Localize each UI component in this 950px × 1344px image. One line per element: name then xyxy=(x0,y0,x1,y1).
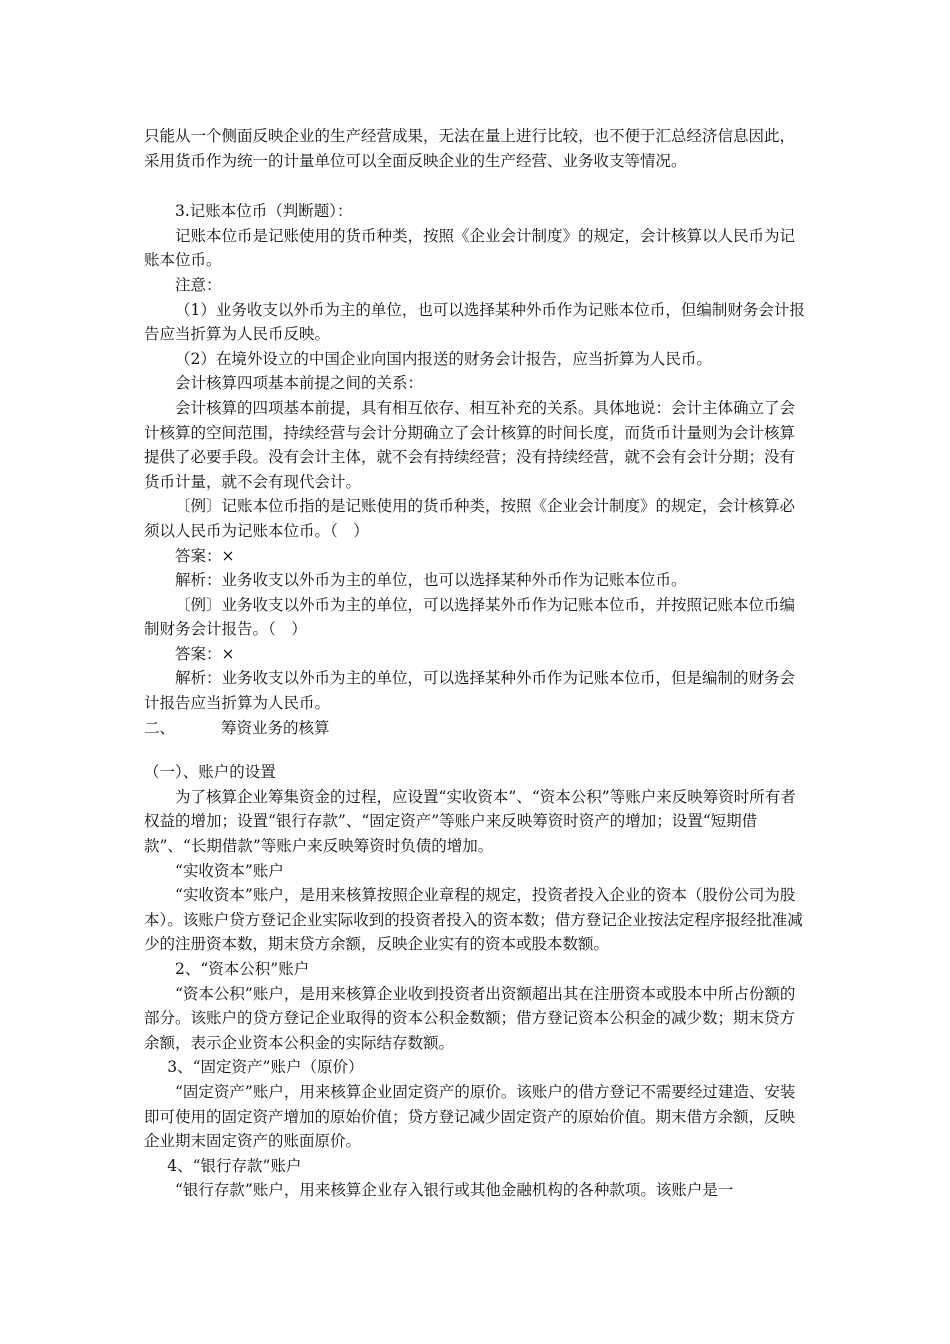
account-heading-bank-deposit: 4、“银行存款”账户 xyxy=(167,1156,302,1175)
body-paragraph: “固定资产”账户，用来核算企业固定资产的原价。该账户的借方登记不需要经过建造、安装即可使用的固定资产增加的原始价值；贷方登记减少固定资产的原始价值。期末借方余额，反映企业期末固定资产的账面原价。 xyxy=(144,1082,796,1151)
analysis-1: 解析：业务收支以外币为主的单位，也可以选择某种外币作为记账本位币。 xyxy=(175,571,687,590)
section-heading-base-currency: 3.记账本位币（判断题）： xyxy=(175,202,353,221)
body-paragraph: “银行存款”账户，用来核算企业存入银行或其他金融机构的各种款项。该账户是一 xyxy=(175,1181,734,1200)
section-number: 二、 xyxy=(144,718,176,737)
answer-2: 答案：× xyxy=(175,644,235,663)
subheading-relationship: 会计核算四项基本前提之间的关系： xyxy=(175,374,424,393)
body-paragraph: 为了核算企业筹集资金的过程，应设置“实收资本”、“资本公积”等账户来反映筹资时所有者权益的增加；设置“银行存款”、“固定资产”等账户来反映筹资时资产的增加；设置“短期借款”、“长期借款”等账户来反映筹资时负债的增加。 xyxy=(144,787,796,856)
section-title: 筹资业务的核算 xyxy=(221,718,330,737)
body-paragraph: “实收资本”账户，是用来核算按照企业章程的规定，投资者投入企业的资本（股份公司为股本）。该账户贷方登记企业实际收到的投资者投入的资本数；借方登记企业按法定程序报经批准减少的注册资本数，期末贷方余额，反映企业实有的资本或股本数额。 xyxy=(144,886,803,954)
example-question-2: 〔例〕业务收支以外币为主的单位，可以选择某外币作为记账本位币，并按照记账本位币编制财务会计报告。（ ） xyxy=(144,595,796,639)
account-heading-capital-reserve: 2、“资本公积”账户 xyxy=(175,960,310,978)
note-label: 注意： xyxy=(175,275,222,294)
answer-1: 答案：× xyxy=(175,546,235,565)
account-heading-paid-in-capital: “实收资本”账户 xyxy=(175,861,284,880)
body-paragraph: 只能从一个侧面反映企业的生产经营成果，无法在量上进行比较，也不便于汇总经济信息因此，采用货币作为统一的计量单位可以全面反映企业的生产经营、业务收支等情况。 xyxy=(144,127,796,170)
section-heading-financing xyxy=(144,716,810,741)
body-paragraph: 记账本位币是记账使用的货币种类，按照《企业会计制度》的规定，会计核算以人民币为记账本位币。 xyxy=(144,226,796,270)
body-paragraph: “资本公积”账户，是用来核算企业收到投资者出资额超出其在注册资本或股本中所占份额的部分。该账户的贷方登记企业取得的资本公积金数额；借方登记资本公积金的减少数；期末贷方余额，表示企业资本公积金的实际结存数额。 xyxy=(144,984,796,1052)
example-question-1: 〔例〕记账本位币指的是记账使用的货币种类，按照《企业会计制度》的规定，会计核算必须以人民币为记账本位币。（ ） xyxy=(144,497,796,540)
note-item-1: （1）业务收支以外币为主的单位，也可以选择某种外币作为记账本位币，但编制财务会计报告应当折算为人民币反映。 xyxy=(144,300,805,344)
analysis-2: 解析：业务收支以外币为主的单位，可以选择某种外币作为记账本位币，但是编制的财务会计报告应当折算为人民币。 xyxy=(144,669,796,713)
subsection-heading-accounts: （一）、账户的设置 xyxy=(144,763,276,782)
note-item-2: （2）在境外设立的中国企业向国内报送的财务会计报告，应当折算为人民币。 xyxy=(175,349,712,368)
body-paragraph: 会计核算的四项基本前提，具有相互依存、相互补充的关系。具体地说：会计主体确立了会计核算的空间范围，持续经营与会计分期确立了会计核算的时间长度，而货币计量则为会计核算提供了必要手段。没有会计主体，就不会有持续经营；没有持续经营，就不会有会计分期；没有货币计量，就不会有现代会计。 xyxy=(144,398,796,491)
account-heading-fixed-assets: 3、“固定资产”账户（原价） xyxy=(167,1058,364,1077)
